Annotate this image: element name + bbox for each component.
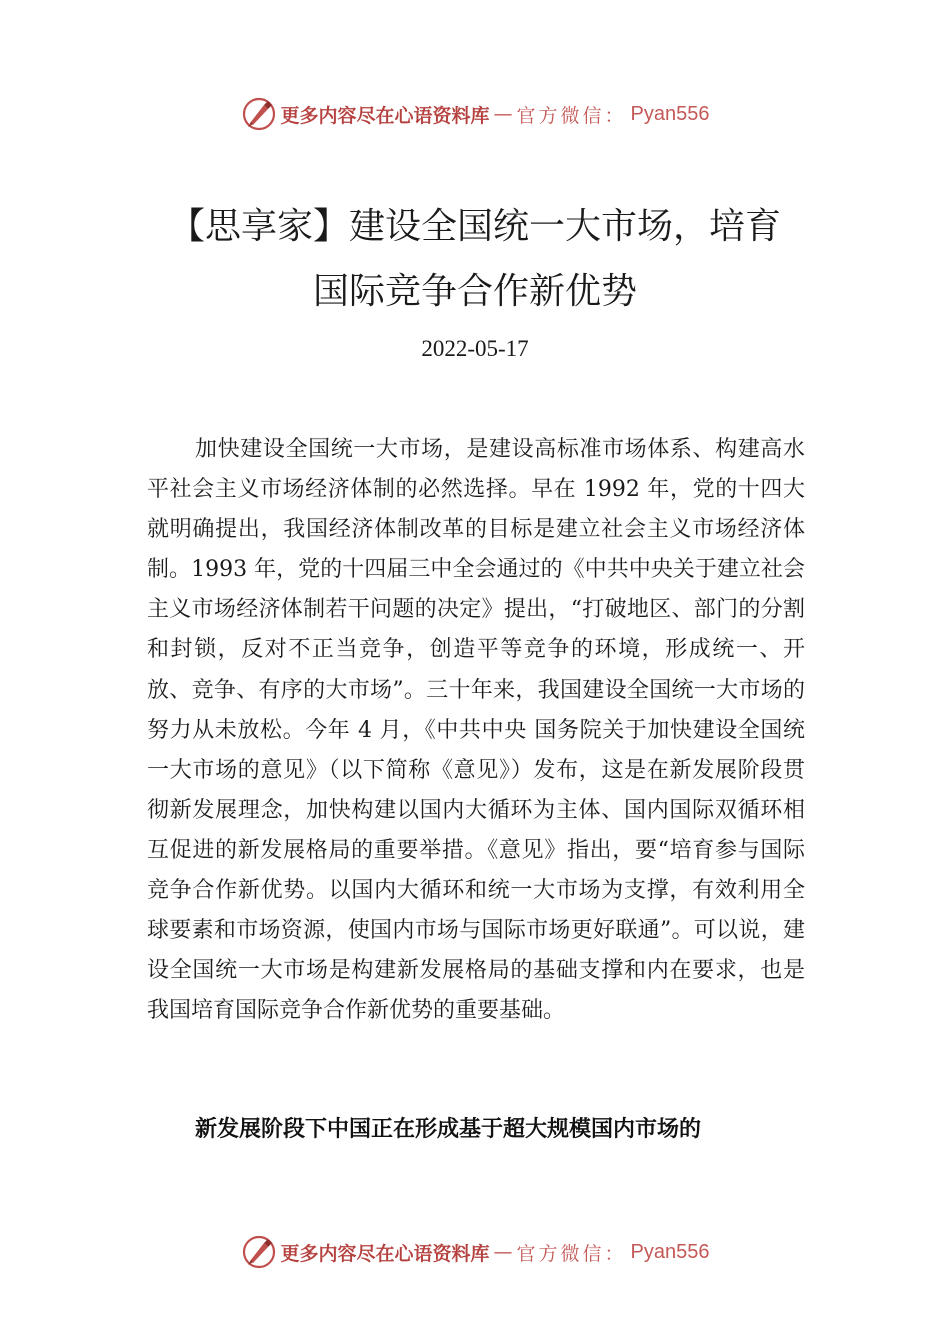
banner-brand-text: 更多内容尽在心语资料库 [280,1242,490,1265]
article-title-line-1: 【思享家】建设全国统一大市场，培育 [168,206,781,247]
article-paragraph: 加快建设全国统一大市场，是建设高标准市场体系、构建高水平社会主义市场经济体制的必然选择。早在 1992 年，党的十四大就明确提出，我国经济体制改革的目标是建立社会主义市场经济体制。1993 年，党的十四届三中全会通过的《中共中央关于建立社会主义市场经济体制若干问题的决定》提出，“打破地区、部门的分割和封锁，反对不正当竞争，创造平等竞争的环境，形成统一、开放、竞争、有序的大市场”。三十年来，我国建设全国统一大市场的努力从未放松。今年 4 月，《中共中央 国务院关于加快建设全国统一大市场的意见》（以下简称《意见》）发布，这是在新发展阶段贯彻新发展理念，加快构建以国内大循环为主体、国内国际双循环相互促进的新发展格局的重要举措。《意见》指出，要“培育参与国际竞争合作新优势。以国内大循环和统一大市场为支撑，有效利用全球要素和市场资源，使国内市场与国际市场更好联通”。可以说，建设全国统一大市场是构建新发展格局的基础支撑和内在要求，也是我国培育国际竞争合作新优势的重要基础。 [147,437,805,1024]
banner-brand-text: 更多内容尽在心语资料库 [280,104,490,127]
top-banner [0,94,950,134]
fountain-pen-logo-icon [241,1234,277,1270]
banner-separator: — [493,1241,513,1263]
banner-wechat-id: Pyan556 [630,1240,710,1263]
article-title-line-2: 国际竞争合作新优势 [312,271,637,312]
banner-wechat-label: 官方微信： [516,1242,627,1265]
fountain-pen-logo-icon [241,96,277,132]
banner-separator: — [493,103,513,125]
bottom-banner [0,1232,950,1272]
article-date: 2022-05-17 [421,336,529,361]
banner-wechat-id: Pyan556 [630,102,710,125]
banner-wechat-label: 官方微信： [516,104,627,127]
section-heading: 新发展阶段下中国正在形成基于超大规模国内市场的 [195,1117,702,1142]
